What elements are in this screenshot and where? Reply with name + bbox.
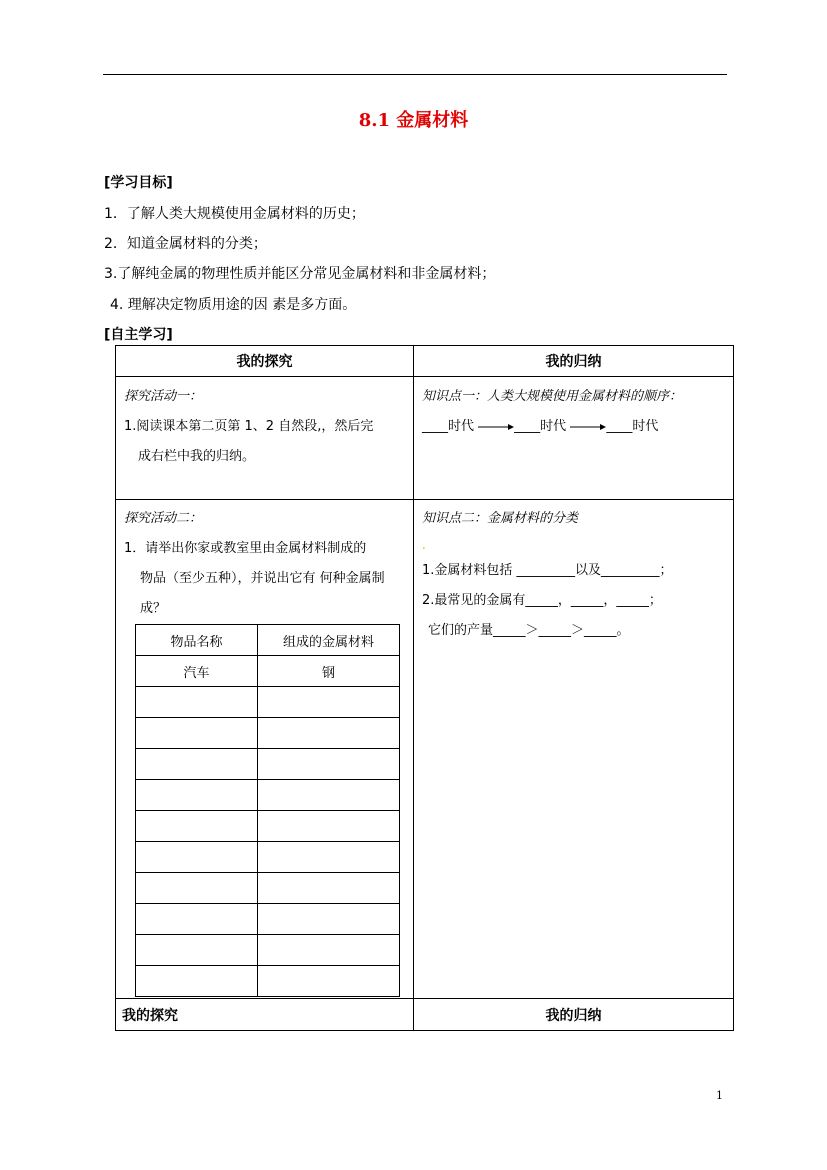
activity-2-line-1: 1．请举出你家或教室里由金属材料制成的 xyxy=(124,541,367,556)
table-row xyxy=(136,842,400,873)
blank-cell[interactable] xyxy=(258,749,400,780)
era-label-1: 时代 xyxy=(448,419,475,434)
goal-2: 2．知道金属材料的分类； xyxy=(104,236,267,252)
activity-2-line-3: 成？ xyxy=(140,601,167,616)
table-row xyxy=(136,687,400,718)
blank-cell[interactable] xyxy=(258,718,400,749)
goal-1: 1．了解人类大规模使用金属材料的历史； xyxy=(104,206,365,222)
table-row xyxy=(136,780,400,811)
blank-cell[interactable] xyxy=(136,935,258,966)
era-sequence xyxy=(422,412,725,442)
activity-2-line-2: 物品（至少五种），并说出它有 何种金属制 xyxy=(140,571,385,586)
items-header-material: 组成的金属材料 xyxy=(258,625,400,656)
blank-cell[interactable] xyxy=(258,873,400,904)
marker-dot: . xyxy=(422,538,426,552)
items-header-name: 物品名称 xyxy=(136,625,258,656)
era-blank-3: ____ xyxy=(606,419,633,434)
activity-1-line-2: 成右栏中我的归纳。 xyxy=(138,449,256,464)
blank-cell[interactable] xyxy=(258,904,400,935)
table-row xyxy=(136,904,400,935)
col-header-explore: 我的探究 xyxy=(116,346,414,377)
era-blank-2: ____ xyxy=(514,419,541,434)
page-number: 1 xyxy=(716,1089,723,1102)
blank-cell[interactable] xyxy=(258,935,400,966)
arrow-right-icon xyxy=(478,422,514,432)
era-blank-1: ____ xyxy=(422,419,448,434)
section-heading-self-study: [自主学习] xyxy=(104,327,173,343)
activity-2-title: 探究活动二： xyxy=(124,511,203,526)
knowledge-2-line-2: 2.最常见的金属有_____，_____，_____； xyxy=(422,593,662,608)
arrow-right-icon xyxy=(570,422,606,432)
blank-cell[interactable] xyxy=(136,842,258,873)
study-table xyxy=(115,345,734,1031)
page-title: 8.1 金属材料 xyxy=(358,110,469,131)
blank-cell[interactable] xyxy=(258,811,400,842)
table-row xyxy=(136,873,400,904)
blank-cell[interactable] xyxy=(258,780,400,811)
activity-1-cell xyxy=(116,377,414,500)
header-rule xyxy=(103,74,727,75)
knowledge-1-cell xyxy=(414,377,734,500)
blank-cell[interactable] xyxy=(136,780,258,811)
blank-cell[interactable] xyxy=(136,873,258,904)
era-label-2: 时代 xyxy=(540,419,567,434)
table-row xyxy=(136,966,400,997)
blank-cell[interactable] xyxy=(136,966,258,997)
blank-cell[interactable] xyxy=(136,811,258,842)
table-row xyxy=(136,935,400,966)
knowledge-2-line-1: 1.金属材料包括 _________以及_________； xyxy=(422,563,673,578)
col-header-summary: 我的归纳 xyxy=(414,346,734,377)
blank-cell[interactable] xyxy=(136,687,258,718)
knowledge-2-title: 知识点二：金属材料的分类 xyxy=(422,511,579,526)
table-row xyxy=(136,718,400,749)
section-heading-goals: [学习目标] xyxy=(104,175,173,191)
blank-cell[interactable] xyxy=(258,687,400,718)
footer-explore: 我的探究 xyxy=(116,999,414,1031)
knowledge-1-title: 知识点一：人类大规模使用金属材料的顺序： xyxy=(422,389,683,404)
blank-cell[interactable] xyxy=(136,904,258,935)
items-example-material: 钢 xyxy=(258,656,400,687)
knowledge-2-cell xyxy=(414,500,734,999)
goal-3: 3.了解纯金属的物理性质并能区分常见金属材料和非金属材料； xyxy=(104,266,496,282)
era-label-3: 时代 xyxy=(632,419,659,434)
goal-4: 4. 理解决定物质用途的因 素是多方面。 xyxy=(110,297,357,313)
knowledge-2-line-3: 它们的产量_____＞_____＞_____。 xyxy=(428,623,630,638)
table-row xyxy=(136,749,400,780)
items-example-name: 汽车 xyxy=(136,656,258,687)
blank-cell[interactable] xyxy=(136,718,258,749)
activity-2-cell xyxy=(116,500,414,999)
activity-1-title: 探究活动一： xyxy=(124,389,203,404)
blank-cell[interactable] xyxy=(258,966,400,997)
table-row xyxy=(136,811,400,842)
activity-1-line-1: 1.阅读课本第二页第 1、2 自然段,，然后完 xyxy=(124,419,374,434)
blank-cell[interactable] xyxy=(258,842,400,873)
footer-summary: 我的归纳 xyxy=(414,999,734,1031)
blank-cell[interactable] xyxy=(136,749,258,780)
items-table xyxy=(135,624,400,997)
